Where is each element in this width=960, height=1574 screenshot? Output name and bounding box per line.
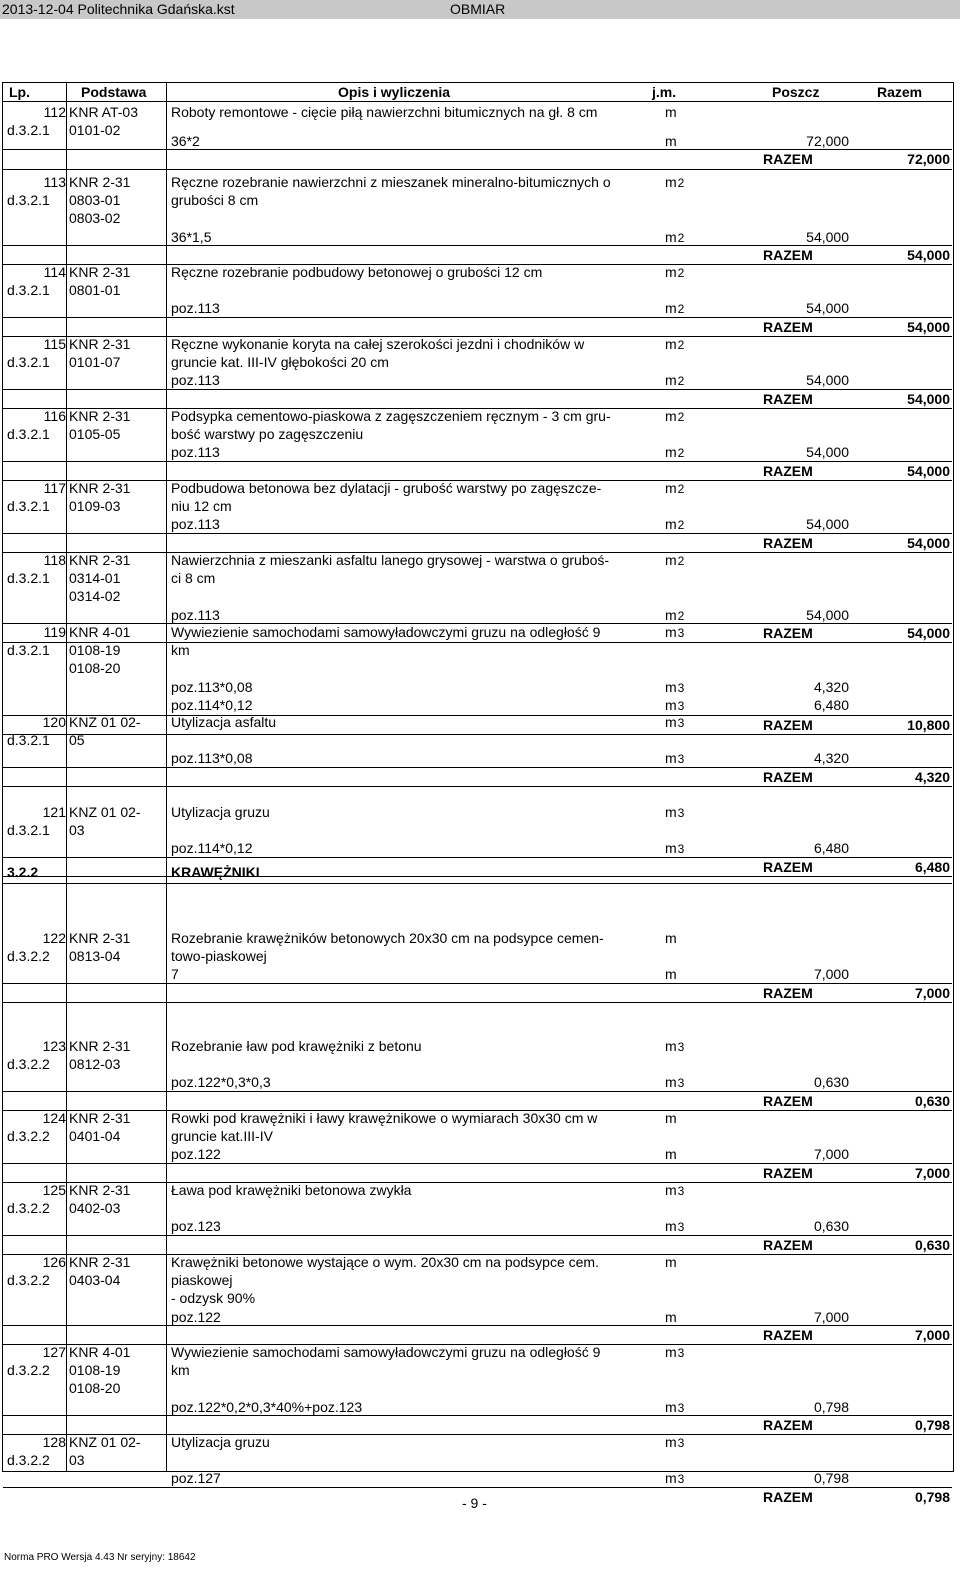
- calc-value: 54,000: [806, 516, 849, 533]
- item-number: 119: [43, 624, 66, 640]
- item-basis: 0813-04: [69, 948, 121, 965]
- item-number: 127: [42, 1344, 66, 1360]
- calc-unit: m3: [665, 1218, 685, 1235]
- column-divider: [166, 83, 167, 1471]
- item-basis: KNR 2-31: [69, 552, 131, 568]
- item-basis: KNR 4-01: [69, 624, 131, 640]
- item-description: km: [171, 642, 190, 659]
- calc-unit: m: [665, 133, 677, 150]
- item-basis: KNR 2-31: [69, 1254, 131, 1270]
- item-unit: m3: [665, 1344, 685, 1360]
- calc-value: 4,320: [813, 750, 849, 767]
- calc-unit: m2: [665, 444, 685, 461]
- calc-value: 54,000: [806, 444, 849, 461]
- item-basis: KNR 2-31: [69, 930, 131, 946]
- item-unit: m2: [665, 174, 685, 190]
- calc-unit: m2: [665, 228, 685, 245]
- total-value: 7,000: [914, 1164, 950, 1181]
- item-section: d.3.2.1: [7, 122, 50, 139]
- calc-unit: m3: [665, 840, 685, 857]
- item-number: 123: [42, 1038, 66, 1054]
- item-description: Rowki pod krawężniki i ławy krawężnikowe o wymiarach 30x30 cm w: [171, 1110, 598, 1126]
- item-description: - odzysk 90%: [171, 1290, 256, 1307]
- calc-expression: poz.122*0,3*0,3: [171, 1074, 271, 1091]
- item-unit: m2: [665, 264, 685, 280]
- calc-expression: 7: [171, 966, 179, 983]
- total-label: RAZEM: [763, 768, 813, 785]
- item-basis: 0403-04: [69, 1272, 121, 1289]
- row-divider: [3, 1182, 952, 1183]
- item-basis: 0105-05: [69, 426, 121, 443]
- item-section: d.3.2.2: [7, 1272, 50, 1289]
- item-description: bość warstwy po zagęszczeniu: [171, 426, 364, 443]
- item-basis: 0101-07: [69, 354, 121, 371]
- total-value: 0,798: [914, 1488, 950, 1505]
- calc-unit: m3: [665, 678, 685, 695]
- calc-value: 54,000: [806, 372, 849, 389]
- total-label: RAZEM: [763, 151, 813, 168]
- calc-value: 7,000: [813, 1308, 849, 1325]
- item-description: gruncie kat.III-IV: [171, 1128, 273, 1145]
- calc-expression: poz.113: [171, 300, 220, 317]
- calc-expression: poz.122*0,2*0,3*40%+poz.123: [171, 1398, 363, 1415]
- item-description: Krawężniki betonowe wystające o wym. 20x30 cm na podsypce cem.: [171, 1254, 599, 1270]
- item-basis: 03: [69, 822, 85, 839]
- item-basis: 0401-04: [69, 1128, 121, 1145]
- item-unit: m: [665, 1110, 677, 1126]
- item-description: niu 12 cm: [171, 498, 232, 515]
- calc-unit: m2: [665, 372, 685, 389]
- item-description: Wywiezienie samochodami samowyładowczymi gruzu na odległość 9: [171, 1344, 601, 1360]
- file-title: 2013-12-04 Politechnika Gdańska.kst: [2, 1, 235, 17]
- total-value: 10,800: [907, 717, 950, 733]
- item-number: 122: [42, 930, 66, 946]
- calc-expression: poz.114*0,12: [171, 840, 253, 857]
- item-number: 121: [42, 804, 66, 820]
- calc-unit: m: [665, 1308, 677, 1325]
- item-number: 125: [42, 1182, 66, 1198]
- section-title: KRAWĘŻNIKI: [171, 864, 260, 880]
- calc-expression: poz.113: [171, 372, 220, 389]
- item-description: towo-piaskowej: [171, 948, 267, 965]
- total-label: RAZEM: [763, 624, 813, 641]
- item-section: d.3.2.1: [7, 426, 50, 443]
- total-value: 54,000: [907, 624, 950, 641]
- total-value: 6,480: [914, 858, 950, 875]
- item-number: 114: [43, 264, 66, 280]
- calc-unit: m2: [665, 516, 685, 533]
- item-unit: m3: [665, 1434, 685, 1450]
- calc-expression: 36*2: [171, 133, 200, 150]
- item-description: grubości 8 cm: [171, 192, 259, 209]
- item-basis: KNZ 01 02-: [69, 1434, 141, 1450]
- item-unit: m3: [665, 714, 685, 730]
- item-section: d.3.2.1: [7, 192, 50, 209]
- item-basis: 0803-02: [69, 210, 121, 227]
- item-description: Wywiezienie samochodami samowyładowczymi gruzu na odległość 9: [171, 624, 601, 640]
- header-lp: Lp.: [9, 84, 30, 100]
- total-value: 54,000: [907, 246, 950, 263]
- row-divider: [3, 883, 952, 884]
- item-section: d.3.2.1: [7, 642, 50, 659]
- total-value: 54,000: [907, 462, 950, 479]
- total-value: 0,798: [914, 1416, 950, 1433]
- header-razem: Razem: [877, 84, 923, 100]
- item-basis: 0108-19: [69, 642, 121, 659]
- item-basis: KNZ 01 02-: [69, 804, 141, 820]
- calc-unit: m2: [665, 300, 685, 317]
- row-divider: [3, 734, 952, 735]
- total-label: RAZEM: [763, 1164, 813, 1181]
- total-value: 72,000: [907, 151, 950, 168]
- row-divider: [3, 169, 952, 170]
- calc-value: 0,630: [813, 1218, 849, 1235]
- item-description: Rozebranie ław pod krawężniki z betonu: [171, 1038, 422, 1054]
- item-basis: KNR 2-31: [69, 264, 131, 280]
- item-description: Nawierzchnia z mieszanki asfaltu lanego grysowej - warstwa o gruboś-: [171, 552, 610, 568]
- item-section: d.3.2.2: [7, 948, 50, 965]
- total-label: RAZEM: [763, 246, 813, 263]
- item-basis: 0803-01: [69, 192, 121, 209]
- item-description: Roboty remontowe - cięcie piłą nawierzchni bitumicznych na gł. 8 cm: [171, 104, 598, 120]
- item-unit: m: [665, 1254, 677, 1270]
- item-basis: KNR AT-03: [69, 104, 138, 120]
- section-number: 3.2.2: [7, 864, 39, 880]
- calc-expression: poz.122: [171, 1146, 221, 1163]
- item-description: Ręczne rozebranie podbudowy betonowej o grubości 12 cm: [171, 264, 543, 280]
- total-value: 54,000: [907, 534, 950, 551]
- total-label: RAZEM: [763, 534, 813, 551]
- calc-value: 7,000: [813, 1146, 849, 1163]
- item-description: Podsypka cementowo-piaskowa z zagęszczeniem ręcznym - 3 cm gru-: [171, 408, 611, 424]
- row-divider: [3, 642, 952, 643]
- total-label: RAZEM: [763, 858, 813, 875]
- page-number: - 9 -: [462, 1495, 487, 1511]
- item-section: d.3.2.1: [7, 498, 50, 515]
- item-description: Utylizacja gruzu: [171, 804, 270, 820]
- item-basis: KNR 2-31: [69, 336, 131, 352]
- item-description: Utylizacja asfaltu: [171, 714, 277, 730]
- item-basis: KNR 2-31: [69, 174, 131, 190]
- header-opis: Opis i wyliczenia: [338, 84, 451, 100]
- item-basis: KNZ 01 02-: [69, 714, 141, 730]
- item-section: d.3.2.2: [7, 1056, 50, 1073]
- calc-expression: poz.127: [171, 1470, 221, 1487]
- item-basis: KNR 2-31: [69, 1110, 131, 1126]
- item-section: d.3.2.2: [7, 1452, 50, 1469]
- item-basis: 0314-01: [69, 570, 121, 587]
- item-basis: 0812-03: [69, 1056, 121, 1073]
- item-unit: m3: [665, 804, 685, 820]
- calc-unit: m2: [665, 606, 685, 623]
- item-description: gruncie kat. III-IV głębokości 20 cm: [171, 354, 389, 371]
- calc-unit: m3: [665, 1470, 685, 1487]
- item-basis: 0801-01: [69, 282, 121, 299]
- calc-value: 6,480: [813, 696, 849, 713]
- software-info: Norma PRO Wersja 4.43 Nr seryjny: 18642: [4, 1552, 196, 1563]
- item-description: Utylizacja gruzu: [171, 1434, 270, 1450]
- item-unit: m: [665, 104, 677, 120]
- calc-value: 0,630: [813, 1074, 849, 1091]
- calc-value: 54,000: [806, 228, 849, 245]
- item-basis: KNR 2-31: [69, 480, 131, 496]
- calc-value: 0,798: [813, 1398, 849, 1415]
- item-section: d.3.2.1: [7, 570, 50, 587]
- calc-expression: poz.113: [171, 516, 220, 533]
- calc-expression: poz.123: [171, 1218, 221, 1235]
- item-number: 115: [43, 336, 66, 352]
- item-basis: 0402-03: [69, 1200, 121, 1217]
- row-divider: [3, 1002, 952, 1003]
- total-label: RAZEM: [763, 1236, 813, 1253]
- item-number: 116: [43, 408, 66, 424]
- calc-value: 54,000: [806, 606, 849, 623]
- item-unit: m2: [665, 408, 685, 424]
- item-description: ci 8 cm: [171, 570, 216, 587]
- calc-expression: poz.113: [171, 606, 220, 623]
- total-label: RAZEM: [763, 717, 813, 733]
- total-label: RAZEM: [763, 1092, 813, 1109]
- column-divider: [66, 83, 67, 1471]
- total-value: 54,000: [907, 390, 950, 407]
- total-value: 7,000: [914, 1326, 950, 1343]
- item-number: 118: [43, 552, 66, 568]
- calc-unit: m3: [665, 1398, 685, 1415]
- calc-unit: m3: [665, 1074, 685, 1091]
- row-divider: [3, 1434, 952, 1435]
- item-unit: m3: [665, 1182, 685, 1198]
- item-number: 128: [42, 1434, 66, 1450]
- calc-value: 54,000: [806, 300, 849, 317]
- item-basis: 0108-20: [69, 1380, 121, 1397]
- item-basis: 05: [69, 732, 85, 749]
- total-label: RAZEM: [763, 318, 813, 335]
- item-description: Ława pod krawężniki betonowa zwykła: [171, 1182, 412, 1198]
- calc-unit: m3: [665, 750, 685, 767]
- item-section: d.3.2.2: [7, 1128, 50, 1145]
- total-label: RAZEM: [763, 462, 813, 479]
- item-description: piaskowej: [171, 1272, 233, 1289]
- item-section: d.3.2.1: [7, 732, 50, 749]
- total-value: 7,000: [914, 984, 950, 1001]
- item-unit: m3: [665, 1038, 685, 1054]
- item-basis: KNR 2-31: [69, 1182, 131, 1198]
- calc-unit: m: [665, 966, 677, 983]
- header-podstawa: Podstawa: [81, 84, 147, 100]
- item-basis: 0314-02: [69, 588, 121, 605]
- calc-unit: m: [665, 1146, 677, 1163]
- item-basis: KNR 4-01: [69, 1344, 131, 1360]
- calc-value: 72,000: [806, 133, 849, 150]
- item-basis: 03: [69, 1452, 85, 1469]
- item-basis: 0108-20: [69, 660, 121, 677]
- item-unit: m2: [665, 552, 685, 568]
- calc-value: 4,320: [813, 678, 849, 695]
- calc-expression: 36*1,5: [171, 228, 212, 245]
- item-section: d.3.2.1: [7, 282, 50, 299]
- calc-expression: poz.113: [171, 444, 220, 461]
- item-section: d.3.2.1: [7, 822, 50, 839]
- item-unit: m3: [665, 624, 685, 640]
- item-number: 117: [43, 480, 66, 496]
- item-basis: 0101-02: [69, 122, 121, 139]
- calc-unit: m3: [665, 696, 685, 713]
- total-label: RAZEM: [763, 1326, 813, 1343]
- total-value: 54,000: [907, 318, 950, 335]
- item-section: d.3.2.2: [7, 1362, 50, 1379]
- item-section: d.3.2.2: [7, 1200, 50, 1217]
- header-jm: j.m.: [652, 84, 677, 100]
- total-value: 0,630: [914, 1092, 950, 1109]
- calc-value: 6,480: [813, 840, 849, 857]
- item-description: Rozebranie krawężników betonowych 20x30 cm na podsypce cemen-: [171, 930, 604, 946]
- item-description: Ręczne wykonanie koryta na całej szerokości jezdni i chodników w: [171, 336, 585, 352]
- item-unit: m: [665, 930, 677, 946]
- item-unit: m2: [665, 480, 685, 496]
- total-label: RAZEM: [763, 390, 813, 407]
- item-basis: 0109-03: [69, 498, 121, 515]
- item-number: 124: [42, 1110, 66, 1126]
- cost-table: [2, 82, 954, 1505]
- total-label: RAZEM: [763, 1488, 813, 1505]
- calc-expression: poz.122: [171, 1308, 221, 1325]
- total-value: 4,320: [914, 768, 950, 785]
- row-divider: [3, 786, 952, 787]
- item-description: Podbudowa betonowa bez dylatacji - grubość warstwy po zagęszcze-: [171, 480, 602, 496]
- calc-value: 7,000: [813, 966, 849, 983]
- item-basis: KNR 2-31: [69, 408, 131, 424]
- item-number: 120: [42, 714, 66, 730]
- item-number: 112: [43, 104, 66, 120]
- item-unit: m2: [665, 336, 685, 352]
- calc-expression: poz.113*0,08: [171, 750, 253, 767]
- header-poszcz: Poszcz: [772, 84, 820, 100]
- total-value: 0,630: [914, 1236, 950, 1253]
- row-divider: [3, 876, 952, 877]
- item-basis: KNR 2-31: [69, 1038, 131, 1054]
- item-number: 126: [42, 1254, 66, 1270]
- item-number: 113: [43, 174, 66, 190]
- item-description: Ręczne rozebranie nawierzchni z mieszanek mineralno-bitumicznych o: [171, 174, 611, 190]
- print-header-bar: [0, 0, 960, 19]
- document-type: OBMIAR: [450, 1, 506, 17]
- item-basis: 0108-19: [69, 1362, 121, 1379]
- total-label: RAZEM: [763, 1416, 813, 1433]
- calc-expression: poz.113*0,08: [171, 678, 253, 695]
- calc-expression: poz.114*0,12: [171, 696, 253, 713]
- total-label: RAZEM: [763, 984, 813, 1001]
- row-divider: [3, 101, 952, 102]
- calc-value: 0,798: [813, 1470, 849, 1487]
- item-section: d.3.2.1: [7, 354, 50, 371]
- item-description: km: [171, 1362, 190, 1379]
